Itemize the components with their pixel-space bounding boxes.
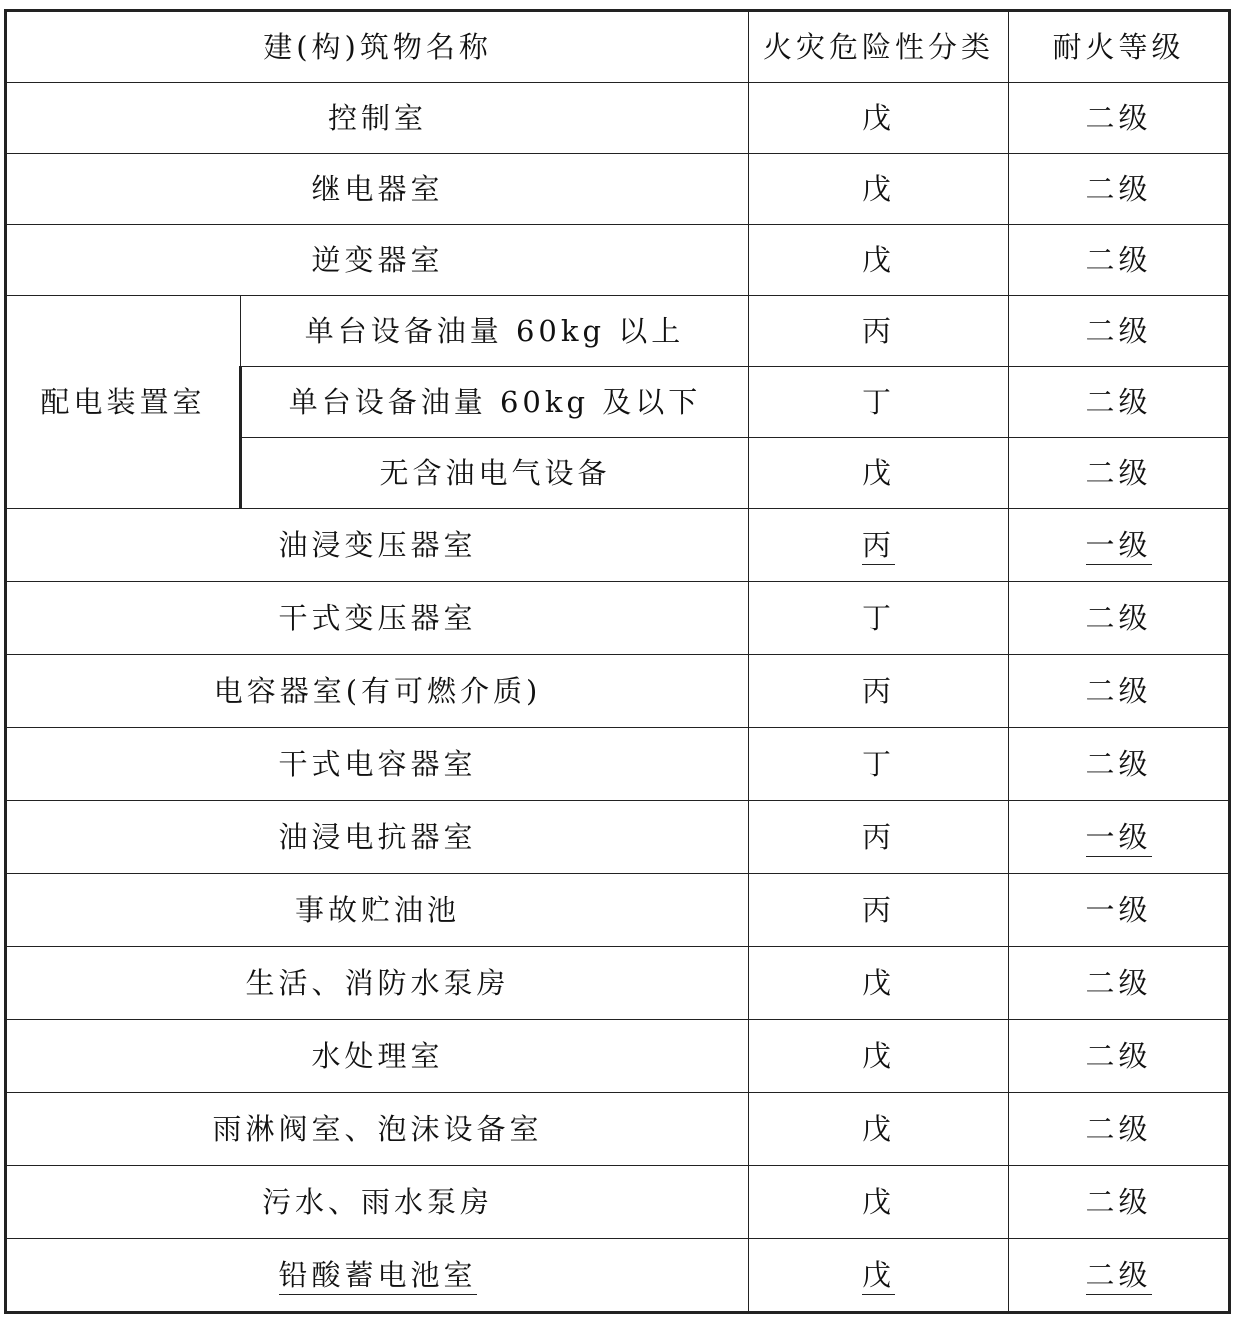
- building-name: 油浸变压器室: [6, 509, 749, 582]
- building-name: 生活、消防水泵房: [6, 947, 749, 1020]
- building-name: 事故贮油池: [6, 874, 749, 947]
- table-row: [6, 154, 1230, 225]
- fire-rating: 二级: [1009, 1093, 1230, 1166]
- building-name-underlined: 铅酸蓄电池室: [279, 1258, 477, 1295]
- hazard-class: 丁: [749, 367, 1009, 438]
- hazard-class: 丙: [749, 655, 1009, 728]
- fire-rating: [1009, 1239, 1230, 1313]
- header-building-name: 建(构)筑物名称: [6, 11, 749, 83]
- fire-rating: 二级: [1009, 367, 1230, 438]
- hazard-class: [749, 509, 1009, 582]
- fire-rating-table: [4, 9, 1231, 1314]
- header-hazard-class: 火灾危险性分类: [749, 11, 1009, 83]
- fire-rating: 二级: [1009, 947, 1230, 1020]
- hazard-class: 丁: [749, 582, 1009, 655]
- table-row: [6, 728, 1230, 801]
- fire-rating: [1009, 509, 1230, 582]
- sub-item-name: 无含油电气设备: [241, 438, 749, 509]
- fire-rating: 二级: [1009, 728, 1230, 801]
- table-row: [6, 801, 1230, 874]
- header-fire-rating: 耐火等级: [1009, 11, 1230, 83]
- table-row: [6, 655, 1230, 728]
- building-name: 水处理室: [6, 1020, 749, 1093]
- hazard-class: 戊: [749, 154, 1009, 225]
- building-name: 控制室: [6, 83, 749, 154]
- fire-rating: [1009, 801, 1230, 874]
- hazard-class: 戊: [749, 83, 1009, 154]
- fire-rating: 二级: [1009, 655, 1230, 728]
- group-label-distribution-room: 配电装置室: [6, 296, 241, 509]
- table-row: [6, 83, 1230, 154]
- table-row: [6, 1166, 1230, 1239]
- hazard-class: 丁: [749, 728, 1009, 801]
- building-name: 油浸电抗器室: [6, 801, 749, 874]
- building-name: [6, 1239, 749, 1313]
- building-name: 干式电容器室: [6, 728, 749, 801]
- fire-rating-underlined: 二级: [1086, 1258, 1152, 1295]
- table-row: [6, 874, 1230, 947]
- fire-rating: 二级: [1009, 225, 1230, 296]
- building-name: 雨淋阀室、泡沫设备室: [6, 1093, 749, 1166]
- building-name: 继电器室: [6, 154, 749, 225]
- hazard-class-underlined: 戊: [862, 1258, 895, 1295]
- table-row: [6, 1093, 1230, 1166]
- building-name: 逆变器室: [6, 225, 749, 296]
- building-name: 电容器室(有可燃介质): [6, 655, 749, 728]
- fire-rating-underlined: 一级: [1086, 528, 1152, 565]
- table-row: [6, 509, 1230, 582]
- fire-rating: 二级: [1009, 582, 1230, 655]
- fire-rating: 一级: [1009, 874, 1230, 947]
- sub-item-name: 单台设备油量 60kg 及以下: [241, 367, 749, 438]
- hazard-class: [749, 1239, 1009, 1313]
- fire-rating: 二级: [1009, 154, 1230, 225]
- table-row: [6, 582, 1230, 655]
- hazard-class: 戊: [749, 225, 1009, 296]
- hazard-class: 戊: [749, 1020, 1009, 1093]
- building-name: 污水、雨水泵房: [6, 1166, 749, 1239]
- hazard-class-underlined: 丙: [862, 528, 895, 565]
- hazard-class: 戊: [749, 438, 1009, 509]
- table-row: [6, 1239, 1230, 1313]
- fire-rating: 二级: [1009, 296, 1230, 367]
- building-name: 干式变压器室: [6, 582, 749, 655]
- fire-rating: 二级: [1009, 438, 1230, 509]
- fire-rating: 二级: [1009, 1020, 1230, 1093]
- table-row: [6, 225, 1230, 296]
- fire-rating: 二级: [1009, 83, 1230, 154]
- table-row: [6, 947, 1230, 1020]
- sub-item-name: 单台设备油量 60kg 以上: [241, 296, 749, 367]
- hazard-class: 丙: [749, 874, 1009, 947]
- fire-rating-underlined: 一级: [1086, 820, 1152, 857]
- hazard-class: 戊: [749, 1093, 1009, 1166]
- table-header-row: [6, 11, 1230, 83]
- table-row: [6, 296, 1230, 367]
- hazard-class: 戊: [749, 1166, 1009, 1239]
- hazard-class: 丙: [749, 296, 1009, 367]
- hazard-class: 戊: [749, 947, 1009, 1020]
- table-row: [6, 1020, 1230, 1093]
- fire-rating: 二级: [1009, 1166, 1230, 1239]
- hazard-class: 丙: [749, 801, 1009, 874]
